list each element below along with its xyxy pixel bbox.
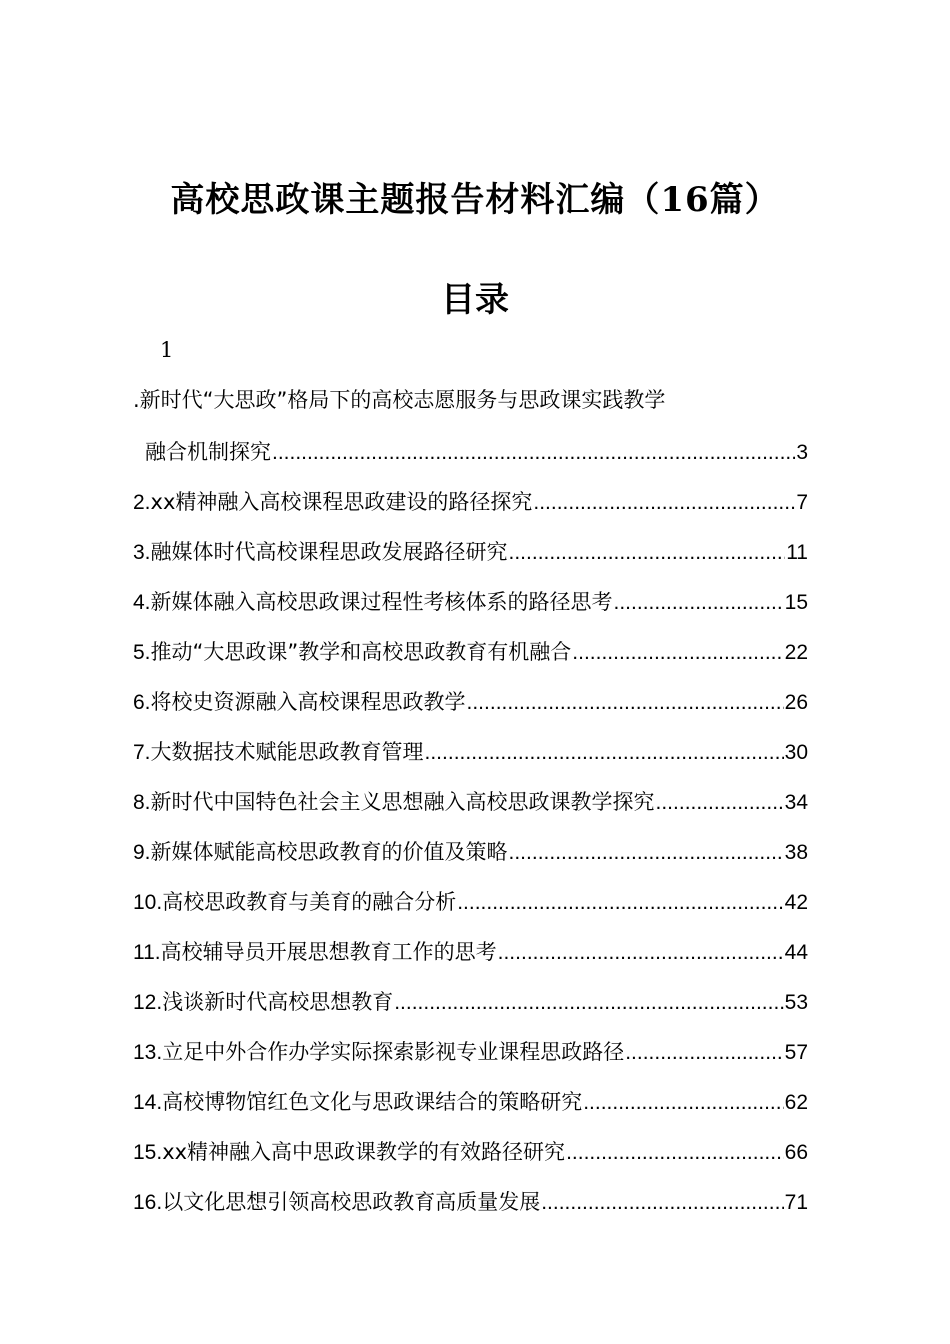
- toc-leader-dots: [467, 691, 784, 715]
- toc-entry-number: 16.: [133, 1191, 163, 1214]
- toc-entry-number: 13.: [133, 1041, 163, 1064]
- toc-entry-page: 26: [784, 691, 808, 714]
- toc-entry[interactable]: [133, 936, 808, 966]
- toc-leader-dots: [272, 441, 795, 465]
- toc-entry-title: 立足中外合作办学实际探索影视专业课程思政路径: [162, 1040, 625, 1064]
- document-title: 高校思政课主题报告材料汇编（16篇）: [170, 180, 780, 220]
- toc-leader-dots: [498, 941, 784, 965]
- toc-entry-page: 42: [784, 891, 808, 914]
- toc-leader-dots: [509, 841, 784, 865]
- toc-entry-title: 推动“大思政课”教学和高校思政教育有机融合: [150, 640, 572, 664]
- toc-entry-number: 6.: [133, 691, 151, 714]
- toc-entry-page: 38: [784, 841, 808, 864]
- toc-entry-number: 2.: [133, 491, 151, 514]
- toc-entry-number: 11.: [133, 941, 161, 964]
- toc-entry[interactable]: [133, 836, 808, 866]
- toc-leader-dots: [583, 1091, 783, 1115]
- toc-leader-dots: [457, 891, 783, 915]
- toc-entry[interactable]: [133, 586, 808, 616]
- toc-entry-title: 新时代中国特色社会主义思想融入高校思政课教学探究: [150, 790, 655, 814]
- toc-entry-title: 融媒体时代高校课程思政发展路径研究: [150, 540, 508, 564]
- toc-entry[interactable]: [133, 1086, 808, 1116]
- toc-entry-1-title-line2: 融合机制探究: [145, 440, 271, 464]
- toc-leader-dots: [625, 1041, 783, 1065]
- toc-entry-number: 8.: [133, 791, 151, 814]
- toc-entry-1-title-line1[interactable]: .新时代“大思政”格局下的高校志愿服务与思政课实践教学: [133, 388, 666, 412]
- toc-entry-page: 30: [784, 741, 808, 764]
- toc-entry-number: 7.: [133, 741, 151, 764]
- toc-entry[interactable]: [133, 1036, 808, 1066]
- toc-entry-number: 3.: [133, 541, 151, 564]
- toc-entry[interactable]: [133, 636, 808, 666]
- toc-entry-title: 新媒体赋能高校思政教育的价值及策略: [150, 840, 508, 864]
- toc-entry-number: 12.: [133, 991, 163, 1014]
- toc-entry[interactable]: [133, 536, 808, 566]
- toc-entry[interactable]: [133, 886, 808, 916]
- toc-entry-number: 10.: [133, 891, 163, 914]
- toc-entry-page: 53: [784, 991, 808, 1014]
- toc-entry[interactable]: [133, 1186, 808, 1216]
- toc-entry-number: 5.: [133, 641, 151, 664]
- toc-leader-dots: [425, 741, 784, 765]
- toc-entry-number: 15.: [133, 1141, 163, 1164]
- toc-leader-dots: [656, 791, 784, 815]
- toc-entry-title: 以文化思想引领高校思政教育高质量发展: [162, 1190, 541, 1214]
- toc-entry-title: 大数据技术赋能思政教育管理: [150, 740, 424, 764]
- toc-entry-title: 高校思政教育与美育的融合分析: [162, 890, 457, 914]
- toc-entry[interactable]: [133, 486, 808, 516]
- toc-entry-page: 7: [796, 491, 808, 514]
- toc-entry-number: 4.: [133, 591, 151, 614]
- toc-entry-title: xx精神融入高中思政课教学的有效路径研究: [162, 1140, 566, 1164]
- toc-entry[interactable]: [133, 986, 808, 1016]
- toc-entry-page: 44: [784, 941, 808, 964]
- toc-entry[interactable]: [133, 1136, 808, 1166]
- toc-heading: 目录: [441, 280, 509, 320]
- toc-entry-page: 57: [784, 1041, 808, 1064]
- toc-leader-dots: [541, 1191, 783, 1215]
- toc-entry-title: 浅谈新时代高校思想教育: [162, 990, 394, 1014]
- toc-leader-dots: [614, 591, 784, 615]
- toc-leader-dots: [509, 541, 786, 565]
- toc-entry-title: 高校博物馆红色文化与思政课结合的策略研究: [162, 1090, 583, 1114]
- toc-entry-page: 34: [784, 791, 808, 814]
- toc-entry[interactable]: [133, 786, 808, 816]
- toc-entry-page: 11: [786, 541, 808, 564]
- toc-leader-dots: [572, 641, 783, 665]
- toc-entry-page: 62: [784, 1091, 808, 1114]
- toc-entry-number: 9.: [133, 841, 151, 864]
- toc-entry-1-number: 1: [160, 338, 174, 362]
- toc-entry-page: 22: [784, 641, 808, 664]
- toc-entry-1-page: 3: [796, 441, 808, 464]
- toc-entry-number: 14.: [133, 1091, 163, 1114]
- toc-entry-page: 66: [784, 1141, 808, 1164]
- toc-entry[interactable]: [133, 686, 808, 716]
- toc-entry-title: 将校史资源融入高校课程思政教学: [150, 690, 466, 714]
- toc-entry-1[interactable]: [145, 436, 808, 466]
- toc-leader-dots: [394, 991, 783, 1015]
- toc-entry-title: xx精神融入高校课程思政建设的路径探究: [150, 490, 533, 514]
- toc-entry-title: 新媒体融入高校思政课过程性考核体系的路径思考: [150, 590, 613, 614]
- toc-leader-dots: [566, 1141, 784, 1165]
- toc-leader-dots: [533, 491, 795, 515]
- toc-entry-page: 15: [784, 591, 808, 614]
- toc-entry-page: 71: [784, 1191, 808, 1214]
- toc-entry-title: 高校辅导员开展思想教育工作的思考: [160, 940, 497, 964]
- toc-entry[interactable]: [133, 736, 808, 766]
